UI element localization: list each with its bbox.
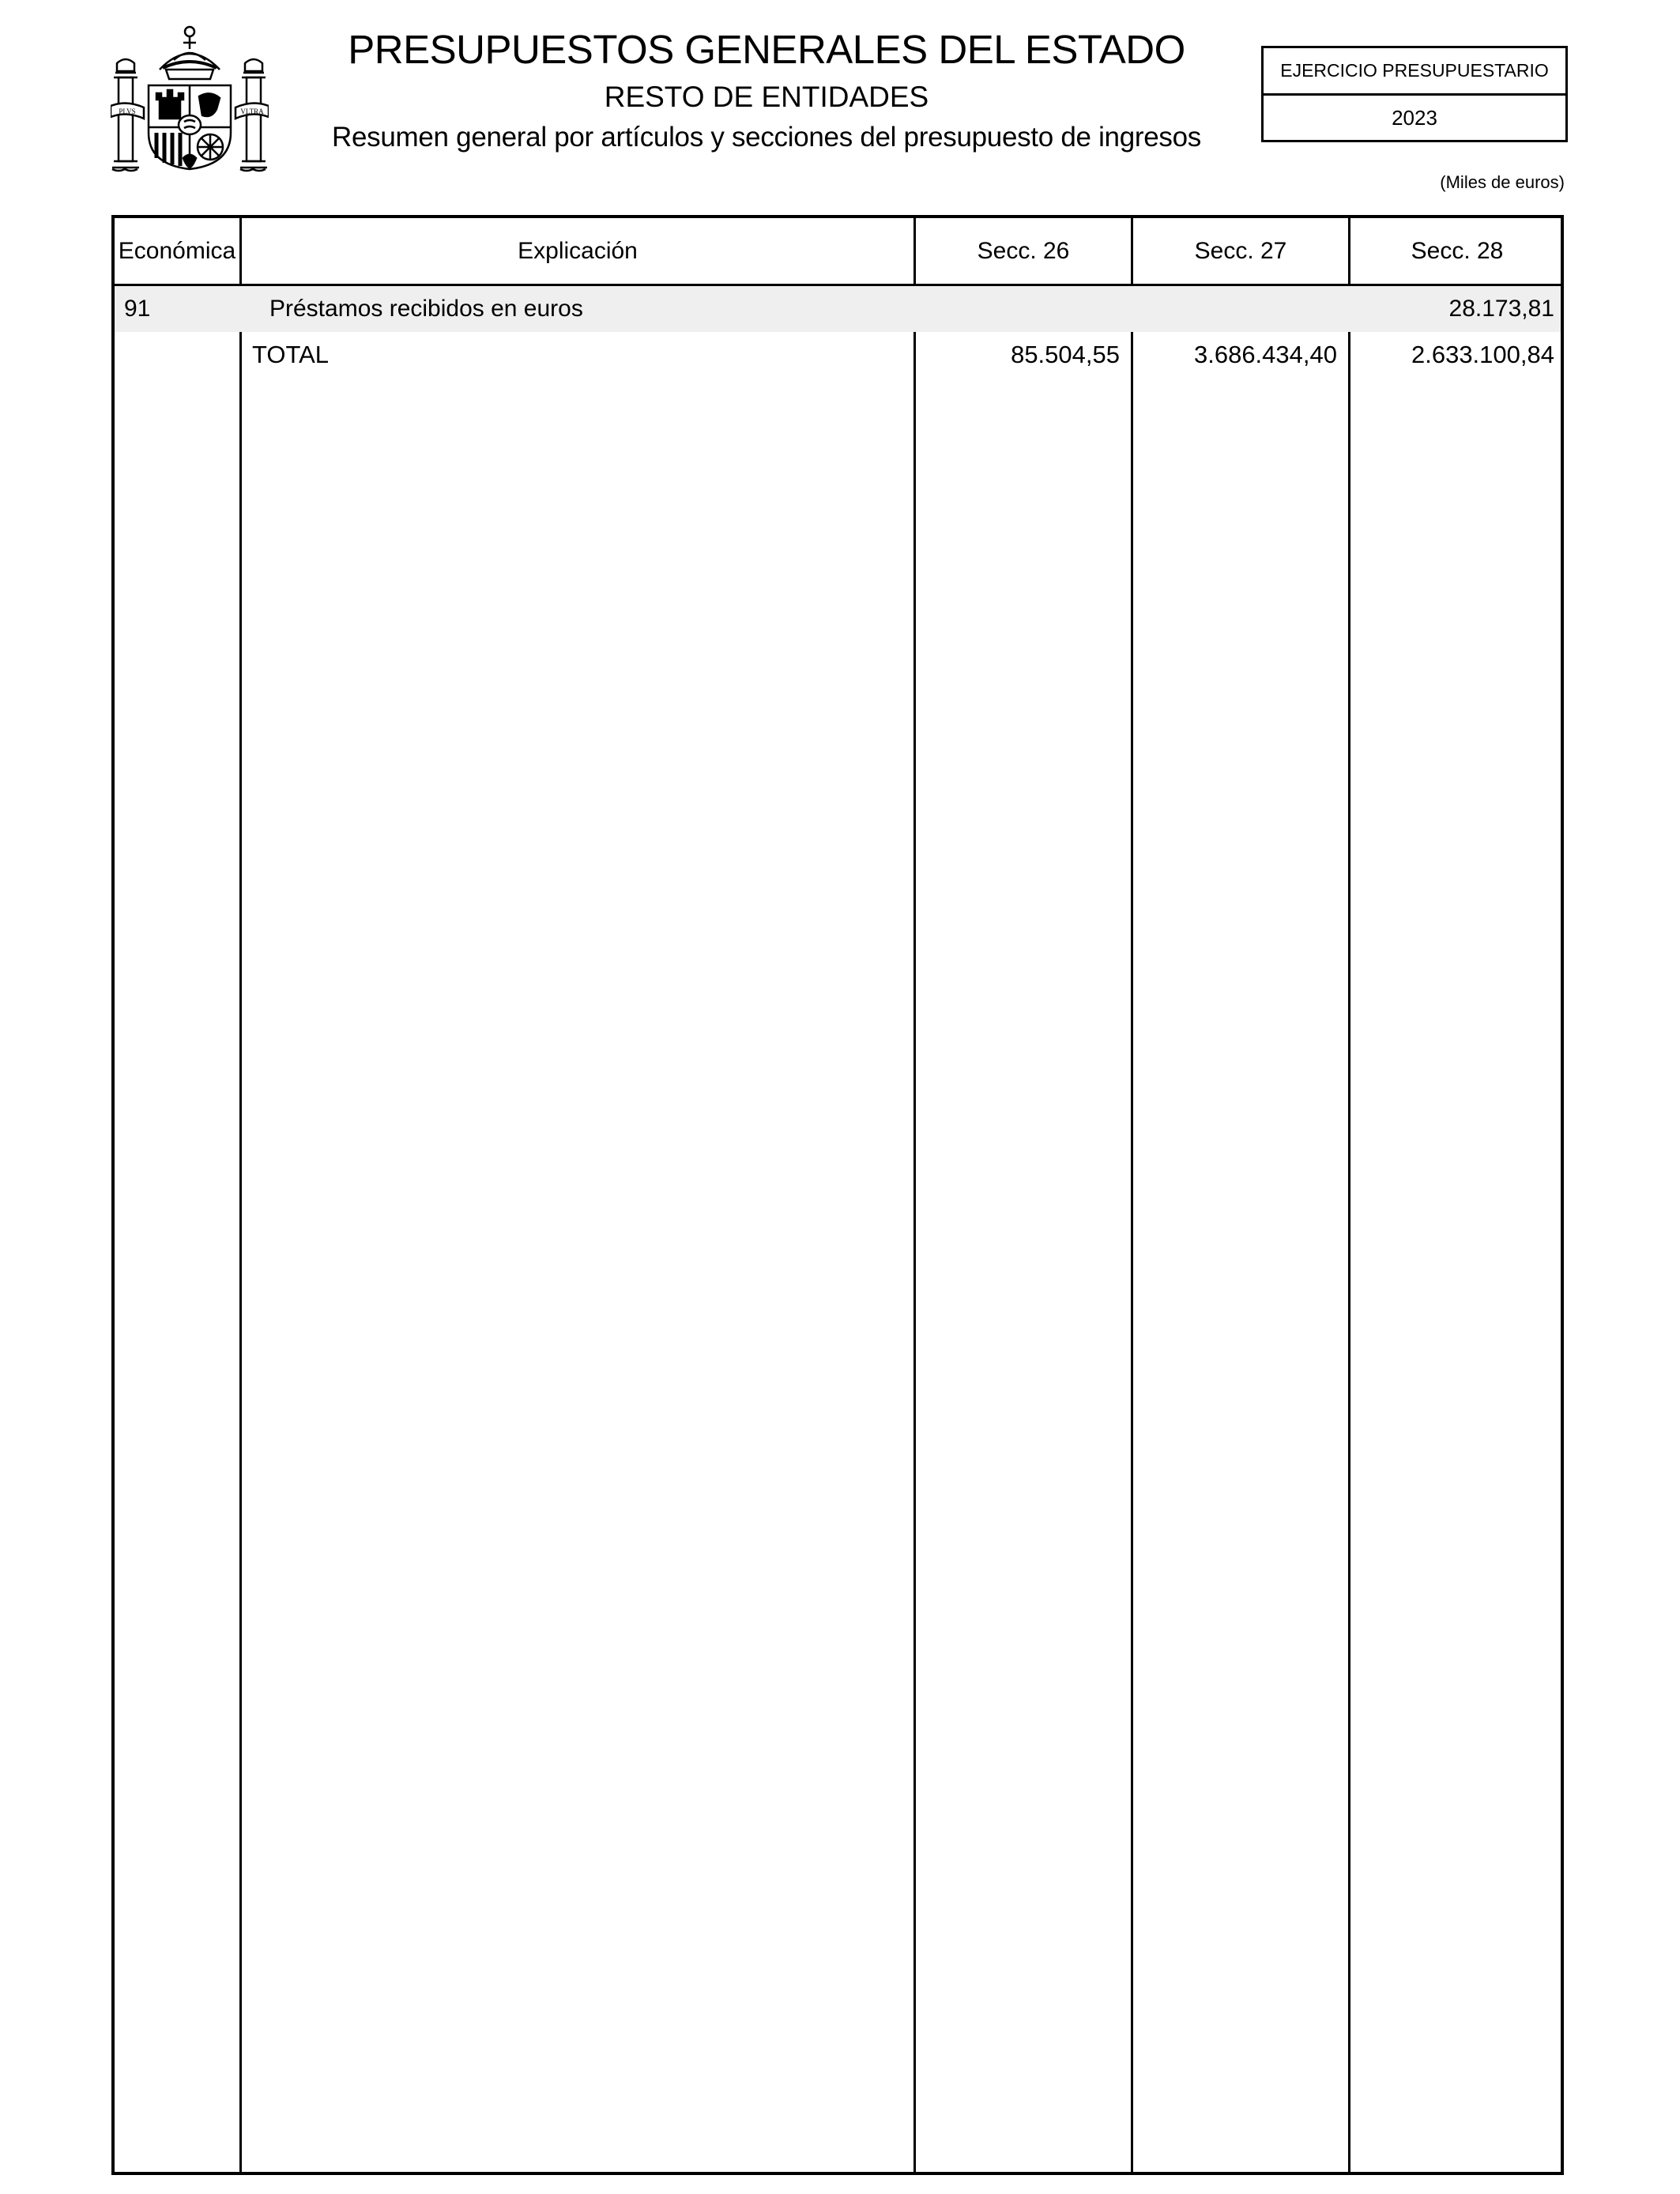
column-header-secc28: Secc. 28 [1411, 237, 1504, 264]
total-secc27: 3.686.434,40 [1193, 341, 1337, 368]
column-header-economica: Económica [118, 237, 236, 264]
column-header-secc27: Secc. 27 [1194, 237, 1287, 264]
exercise-box [1261, 46, 1568, 142]
units-note: (Miles de euros) [1440, 172, 1565, 192]
budget-table [111, 215, 1564, 2175]
total-secc26: 85.504,55 [1011, 341, 1120, 368]
total-row [115, 332, 1561, 378]
row-secc28: 28.173,81 [1448, 296, 1554, 322]
column-divider [1131, 218, 1133, 2172]
exercise-label: EJERCICIO PRESUPUESTARIO [1264, 48, 1565, 96]
row-secc27 [1133, 286, 1337, 332]
column-divider [913, 218, 916, 2172]
column-divider [1348, 218, 1350, 2172]
page-description: Resumen general por artículos y secciones del presupuesto de ingresos [332, 122, 1201, 153]
row-code: 91 [124, 296, 151, 322]
total-secc28: 2.633.100,84 [1411, 341, 1554, 368]
row-explanation: Préstamos recibidos en euros [269, 296, 583, 322]
row-secc26 [916, 286, 1120, 332]
column-divider [239, 218, 242, 2172]
total-label: TOTAL [252, 341, 330, 368]
exercise-year: 2023 [1392, 105, 1437, 130]
table-row [115, 286, 1561, 332]
column-header-secc26: Secc. 26 [977, 237, 1070, 264]
page-subtitle: RESTO DE ENTIDADES [604, 81, 929, 113]
column-header-explicacion: Explicación [518, 237, 638, 264]
page-title: PRESUPUESTOS GENERALES DEL ESTADO [348, 27, 1185, 72]
banner-right-text: VLTRA [240, 107, 264, 115]
banner-left-text: PLVS [119, 107, 136, 115]
coat-of-arms-logo [111, 14, 269, 174]
